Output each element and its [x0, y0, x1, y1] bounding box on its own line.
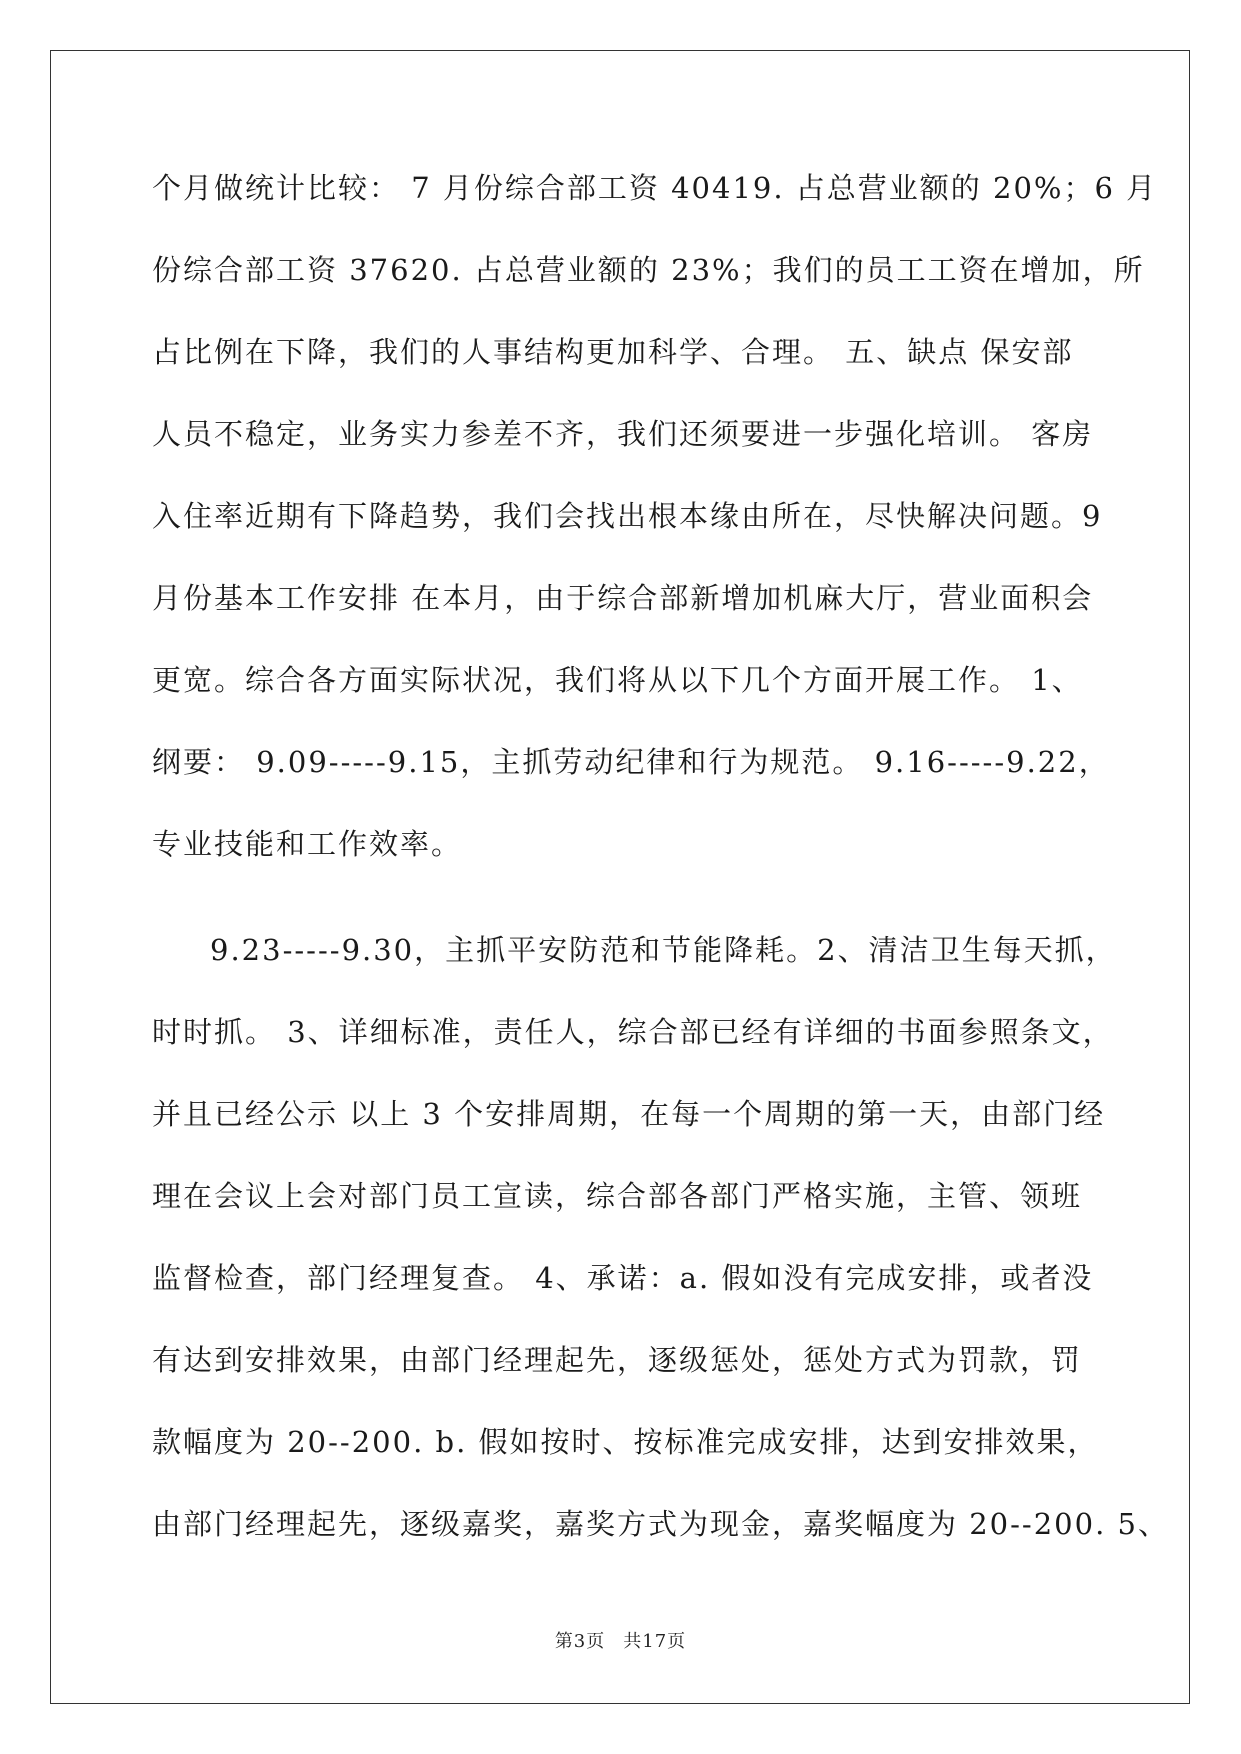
text-line: 款幅度为 20--200. b. 假如按时、按标准完成安排，达到安排效果，: [152, 1425, 1099, 1459]
text-line: 入住率近期有下降趋势，我们会找出根本缘由所在，尽快解决问题。9: [152, 499, 1103, 533]
text-line: 占比例在下降，我们的人事结构更加科学、合理。 五、缺点 保安部: [152, 335, 1074, 369]
text-line: 理在会议上会对部门员工宣读，综合部各部门严格实施，主管、领班: [152, 1179, 1083, 1213]
text-line: 份综合部工资 37620. 占总营业额的 23%；我们的员工工资在增加，所: [152, 253, 1145, 287]
paragraph-gap: [152, 896, 1112, 920]
text-line: 监督检查，部门经理复查。 4、承诺：a. 假如没有完成安排，或者没: [152, 1261, 1094, 1295]
text-line: 纲要： 9.09-----9.15，主抓劳动纪律和行为规范。 9.16-----9.22，: [152, 745, 1110, 779]
text-line: 更宽。综合各方面实际状况，我们将从以下几个方面开展工作。 1、: [152, 663, 1083, 697]
page-total: 共17页: [623, 1631, 687, 1652]
text-line: 月份基本工作安排 在本月，由于综合部新增加机麻大厅，营业面积会: [152, 581, 1094, 615]
page-footer: [0, 1627, 1241, 1653]
text-line: 由部门经理起先，逐级嘉奖，嘉奖方式为现金，嘉奖幅度为 20--200. 5、: [152, 1507, 1169, 1541]
page-number: 第3页: [554, 1631, 606, 1652]
text-line: 9.23-----9.30，主抓平安防范和节能降耗。2、清洁卫生每天抓，: [210, 933, 1117, 967]
document-body: [152, 158, 1169, 1576]
text-line: 时时抓。 3、详细标准，责任人，综合部已经有详细的书面参照条文，: [152, 1015, 1114, 1049]
text-line: 有达到安排效果，由部门经理起先，逐级惩处，惩处方式为罚款，罚: [152, 1343, 1083, 1377]
text-line: 并且已经公示 以上 3 个安排周期，在每一个周期的第一天，由部门经: [152, 1097, 1106, 1131]
text-line: 专业技能和工作效率。: [152, 827, 463, 861]
text-line: 人员不稳定，业务实力参差不齐，我们还须要进一步强化培训。 客房: [152, 417, 1094, 451]
text-line: 个月做统计比较： 7 月份综合部工资 40419. 占总营业额的 20%；6 月: [152, 171, 1158, 205]
